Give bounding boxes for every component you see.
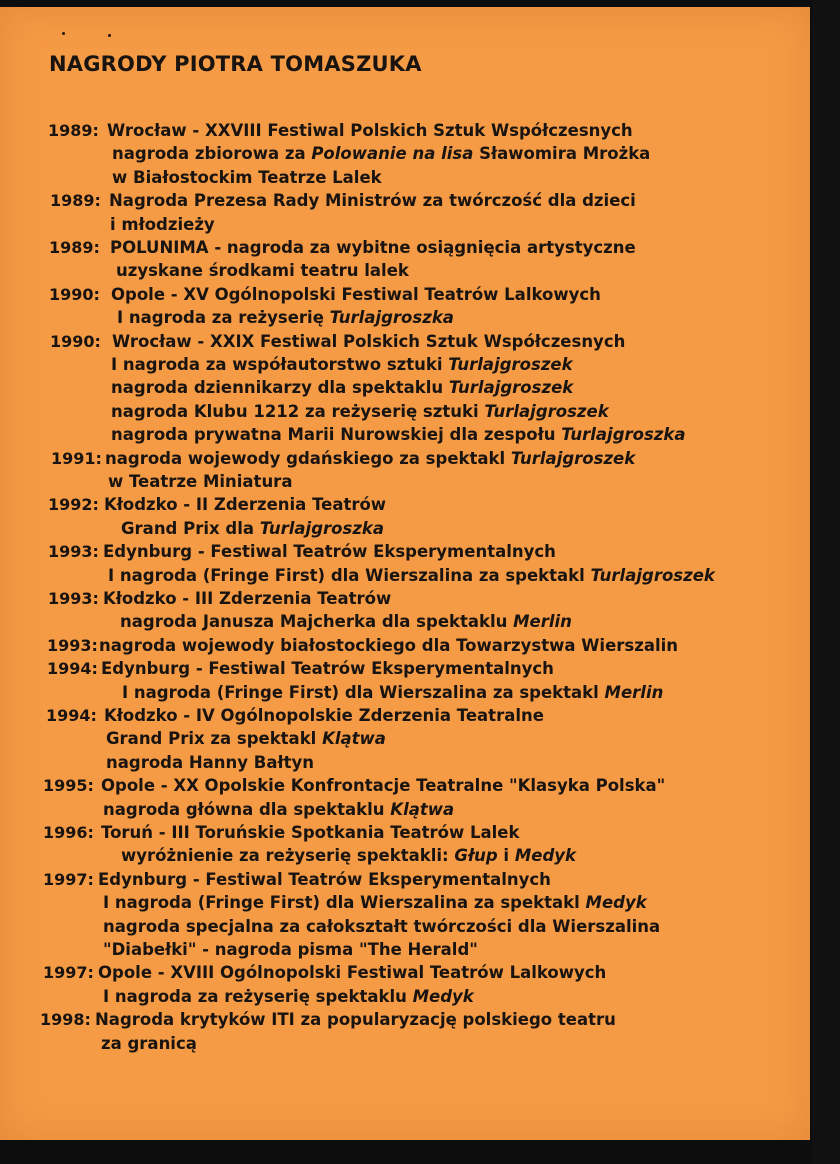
award-year: 1990: [50,331,101,351]
award-text: w Teatrze Miniatura [108,472,293,491]
work-title: Medyk [412,986,474,1006]
award-line [103,917,660,936]
award-text: I nagroda za współautorstwo sztuki [111,355,449,374]
award-text: w Białostockim Teatrze Lalek [112,167,382,187]
award-text: nagroda wojewody gdańskiego za spektakl [105,448,511,468]
award-line [98,870,551,889]
work-title: Klątwa [390,799,455,819]
award-year: 1995: [43,776,94,796]
award-line [101,659,554,678]
award-line [106,729,386,748]
award-line [103,987,474,1006]
award-year: 1994: [47,659,98,679]
award-line [120,612,572,631]
work-title: Medyk [585,893,647,913]
award-text: nagroda prywatna Marii Nurowskiej dla zespołu [111,425,562,445]
work-title: Turlajgroszek [448,378,574,398]
award-text: I nagroda (Fringe First) dla Wierszalina za spektakl [103,893,586,913]
award-line [95,1010,616,1029]
award-text: i młodzieży [110,214,215,234]
award-text: POLUNIMA - nagroda za wybitne osiągnięcia artystyczne [110,238,636,257]
award-line [101,823,519,842]
award-text: I nagroda (Fringe First) dla Wierszalina za spektakl [108,565,591,585]
work-title: Medyk [514,846,576,866]
award-text: Nagroda krytyków ITI za popularyzację polskiego teatru [95,1010,616,1030]
award-year: 1989: [49,238,100,257]
award-text: "Diabełki" - nagroda pisma "The Herald" [103,940,478,959]
award-year: 1989: [48,121,99,140]
award-text: Edynburg - Festiwal Teatrów Eksperymentalnych [101,659,554,679]
award-text: za granicą [101,1033,197,1053]
award-year: 1993: [47,635,98,655]
award-line [103,800,454,819]
award-text: uzyskane środkami teatru lalek [116,261,409,281]
award-text: Sławomira Mrożka [473,144,651,164]
work-title: Turlajgroszek [510,448,636,468]
award-text: Opole - XV Ogólnopolski Festiwal Teatrów Lalkowych [111,284,601,304]
award-text: nagroda główna dla spektaklu [103,799,391,819]
work-title: Turlajgroszek [484,401,609,421]
award-text: wyróżnienie za reżyserię spektakli: [121,846,455,866]
award-line [104,706,544,725]
award-text: I nagroda za reżyserię [117,308,330,328]
award-line [106,753,314,772]
award-year: 1993: [48,589,99,608]
work-title: Głup [454,846,498,866]
award-line [111,285,601,304]
award-year: 1991: [51,448,102,468]
work-title: Turlajgroszek [448,355,573,374]
award-text: nagroda Janusza Majcherka dla spektaklu [120,612,514,632]
award-line [108,566,715,585]
award-line [111,402,609,421]
award-year: 1997: [43,963,94,983]
award-line [112,168,382,187]
award-line [101,1034,197,1053]
award-text: Edynburg - Festiwal Teatrów Eksperymentalnych [98,869,551,889]
award-text: Kłodzko - IV Ogólnopolskie Zderzenia Teatralne [104,706,544,725]
award-text: Wrocław - XXIX Festiwal Polskich Sztuk Współczesnych [112,331,626,351]
award-year: 1989: [50,191,101,211]
page-title: NAGRODY PIOTRA TOMASZUKA [49,52,422,76]
award-year: 1993: [48,542,99,562]
award-year: 1994: [46,706,97,725]
award-text: Nagroda Prezesa Rady Ministrów za twórczość dla dzieci [109,191,636,211]
award-text: Kłodzko - II Zderzenia Teatrów [104,495,387,515]
award-line [109,191,636,210]
work-title: Klątwa [322,729,386,749]
award-year: 1998: [40,1010,91,1030]
award-year: 1996: [43,823,94,842]
work-title: Turlajgroszka [329,308,454,328]
award-line [110,238,636,257]
award-line [111,355,573,374]
award-text: I nagroda za reżyserię spektaklu [103,986,413,1006]
work-title: Merlin [513,612,572,632]
award-line [110,215,215,234]
award-text: nagroda Klubu 1212 za reżyserię sztuki [111,401,485,421]
award-line [101,776,665,795]
award-line [112,144,650,163]
award-line [103,893,647,912]
work-title: Turlajgroszka [259,518,385,538]
award-text: nagroda zbiorowa za [112,144,312,164]
award-text: nagroda Hanny Bałtyn [106,752,315,772]
award-line [103,940,478,959]
award-line [111,425,686,444]
award-line [99,636,678,655]
award-text: i [497,846,515,866]
award-text: nagroda dziennikarzy dla spektaklu [111,378,449,398]
work-title: Polowanie na lisa [311,144,474,164]
award-year: 1992: [48,495,99,515]
work-title: Turlajgroszka [561,425,686,445]
award-line [117,308,454,327]
award-line [98,963,606,982]
award-line [121,846,576,865]
award-line [103,542,556,561]
award-line [112,332,625,351]
award-line [122,683,663,702]
award-line [104,495,386,514]
award-line [103,589,391,608]
award-line [105,449,635,468]
award-text: Toruń - III Toruńskie Spotkania Teatrów Lalek [101,823,520,842]
award-text: I nagroda (Fringe First) dla Wierszalina za spektakl [122,682,605,702]
award-text: Opole - XX Opolskie Konfrontacje Teatralne "Klasyka Polska" [101,776,666,796]
award-year: 1990: [49,284,100,304]
award-line [108,472,292,491]
work-title: Merlin [604,682,664,702]
award-line [111,378,573,397]
award-line [121,519,384,538]
award-text: Grand Prix za spektakl [106,729,323,749]
award-line [116,261,409,280]
award-year: 1997: [43,869,94,889]
award-text: Opole - XVIII Ogólnopolski Festiwal Teatrów Lalkowych [98,963,607,983]
award-text: nagroda specjalna za całokształt twórczości dla Wierszalina [103,916,661,936]
award-text: Kłodzko - III Zderzenia Teatrów [103,589,392,608]
work-title: Turlajgroszek [590,565,715,585]
award-text: Grand Prix dla [121,518,260,538]
award-text: Edynburg - Festiwal Teatrów Eksperymentalnych [103,542,556,562]
award-text: nagroda wojewody białostockiego dla Towarzystwa Wierszalin [99,635,679,655]
award-line [107,121,633,140]
award-text: Wrocław - XXVIII Festiwal Polskich Sztuk Współczesnych [107,121,633,140]
